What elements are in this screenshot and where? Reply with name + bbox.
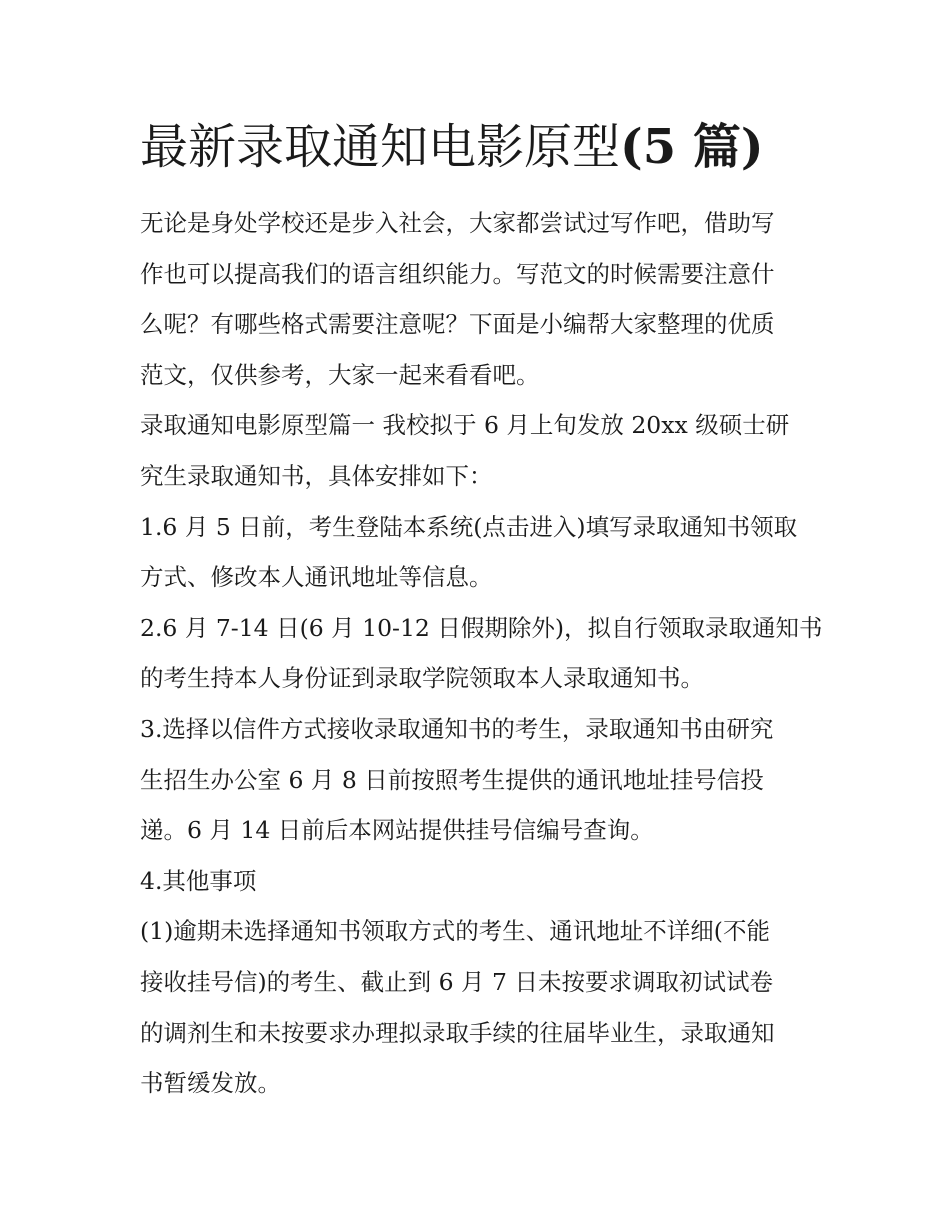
paragraph-item-4-1 bbox=[140, 906, 820, 1108]
text-line: (1)逾期未选择通知书领取方式的考生、通讯地址不详细(不能 bbox=[140, 917, 770, 946]
text-line: 方式、修改本人通讯地址等信息。 bbox=[140, 563, 493, 592]
text-line: 录取通知电影原型篇一 我校拟于 6 月上旬发放 20xx 级硕士研 bbox=[140, 411, 790, 440]
paragraph-intro bbox=[140, 198, 820, 400]
document-title-suffix: (5 篇) bbox=[620, 119, 764, 175]
text-line: 么呢？有哪些格式需要注意呢？下面是小编帮大家整理的优质 bbox=[140, 310, 775, 339]
text-line: 3.选择以信件方式接收录取通知书的考生，录取通知书由研究 bbox=[140, 714, 774, 743]
text-line: 范文，仅供参考，大家一起来看看吧。 bbox=[140, 360, 540, 389]
text-line: 究生录取通知书，具体安排如下： bbox=[140, 461, 493, 490]
paragraph-item-1 bbox=[140, 502, 820, 603]
document-title-main: 最新录取通知电影原型 bbox=[140, 119, 621, 175]
text-line: 4.其他事项 bbox=[140, 866, 257, 895]
paragraph-notice bbox=[140, 400, 820, 501]
text-line: 接收挂号信)的考生、截止到 6 月 7 日未按要求调取初试试卷 bbox=[140, 967, 773, 996]
text-line: 2.6 月 7-14 日(6 月 10-12 日假期除外)，拟自行领取录取通知书 bbox=[140, 613, 823, 642]
text-line: 1.6 月 5 日前，考生登陆本系统(点击进入)填写录取通知书领取 bbox=[140, 512, 798, 541]
text-line: 递。6 月 14 日前后本网站提供挂号信编号查询。 bbox=[140, 816, 654, 845]
paragraph-item-4-heading bbox=[140, 856, 820, 907]
document-title bbox=[140, 112, 820, 182]
text-line: 作也可以提高我们的语言组织能力。写范文的时候需要注意什 bbox=[140, 259, 775, 288]
paragraph-item-2 bbox=[140, 603, 823, 704]
document-body bbox=[140, 198, 823, 1109]
text-line: 书暂缓发放。 bbox=[140, 1069, 281, 1098]
text-line: 的考生持本人身份证到录取学院领取本人录取通知书。 bbox=[140, 664, 704, 693]
paragraph-item-3 bbox=[140, 704, 820, 856]
text-line: 无论是身处学校还是步入社会，大家都尝试过写作吧，借助写 bbox=[140, 209, 775, 237]
text-line: 生招生办公室 6 月 8 日前按照考生提供的通讯地址挂号信投 bbox=[140, 765, 764, 794]
text-line: 的调剂生和未按要求办理拟录取手续的往届毕业生，录取通知 bbox=[140, 1018, 775, 1047]
